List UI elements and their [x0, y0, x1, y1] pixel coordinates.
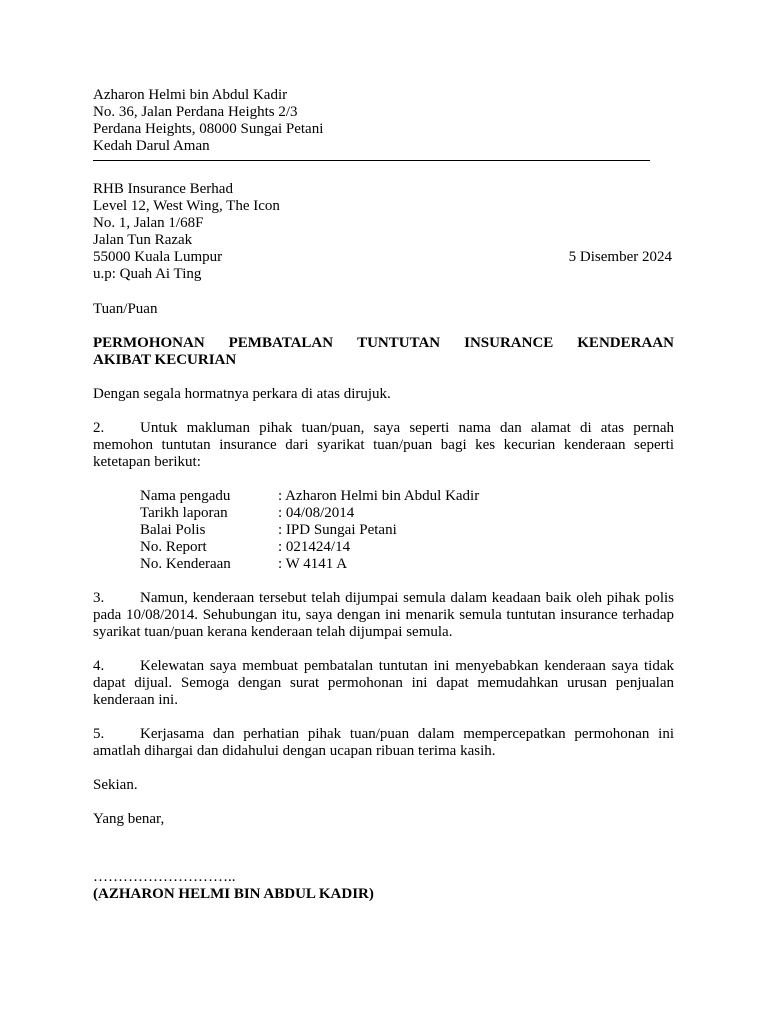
recipient-line: No. 1, Jalan 1/68F [93, 215, 204, 231]
paragraph-number: 3. [93, 590, 105, 606]
claim-details [140, 488, 674, 573]
letter-date: 5 Disember 2024 [568, 249, 672, 265]
paragraph-2 [93, 420, 674, 471]
detail-value: : 021424/14 [278, 539, 351, 555]
signature-line: ……………………….. [93, 869, 236, 885]
paragraph-5 [93, 726, 674, 760]
opening-line: Dengan segala hormatnya perkara di atas dirujuk. [93, 386, 391, 402]
header-divider [93, 160, 650, 161]
detail-label: Tarikh laporan [140, 505, 228, 521]
paragraph-text: Kerjasama dan perhatian pihak tuan/puan dalam mempercepatkan permohonan ini amatlah dihargai dan didahului dengan ucapan ribuan terima kasih. [93, 726, 674, 759]
subject [93, 335, 674, 369]
detail-value: : W 4141 A [278, 556, 348, 572]
recipient-attention: u.p: Quah Ai Ting [93, 266, 202, 282]
closing-sekian: Sekian. [93, 777, 138, 793]
detail-label: No. Report [140, 539, 207, 555]
paragraph-number: 5. [93, 726, 105, 742]
subject-word: TUNTUTAN [357, 335, 441, 351]
detail-row [140, 505, 674, 522]
paragraph-4 [93, 658, 674, 709]
paragraph-number: 4. [93, 658, 105, 674]
detail-label: Balai Polis [140, 522, 206, 538]
sender-address [93, 87, 674, 155]
paragraph-3 [93, 590, 674, 641]
recipient-address [93, 181, 674, 283]
detail-value: : 04/08/2014 [278, 505, 355, 521]
recipient-line: Jalan Tun Razak [93, 232, 193, 248]
detail-value: : IPD Sungai Petani [278, 522, 397, 538]
signatory-name: (AZHARON HELMI BIN ABDUL KADIR) [93, 886, 374, 902]
subject-line-1 [93, 335, 674, 352]
detail-row [140, 556, 674, 573]
detail-value: : Azharon Helmi bin Abdul Kadir [278, 488, 480, 504]
salutation: Tuan/Puan [93, 301, 158, 317]
sender-address-line: No. 36, Jalan Perdana Heights 2/3 [93, 104, 298, 120]
letter [93, 87, 674, 903]
detail-row [140, 488, 674, 505]
paragraph-number: 2. [93, 420, 105, 436]
subject-word: INSURANCE [464, 335, 554, 351]
recipient-date-row [93, 249, 674, 266]
subject-word: PERMOHONAN [93, 335, 205, 351]
recipient-line: 55000 Kuala Lumpur [93, 249, 223, 265]
sender-name: Azharon Helmi bin Abdul Kadir [93, 87, 288, 103]
sender-address-line: Kedah Darul Aman [93, 138, 210, 154]
subject-word: PEMBATALAN [228, 335, 334, 351]
detail-label: Nama pengadu [140, 488, 231, 504]
detail-row [140, 522, 674, 539]
detail-label: No. Kenderaan [140, 556, 231, 572]
recipient-line: RHB Insurance Berhad [93, 181, 233, 197]
sender-address-line: Perdana Heights, 08000 Sungai Petani [93, 121, 324, 137]
detail-row [140, 539, 674, 556]
subject-word: KENDERAAN [577, 335, 674, 351]
paragraph-text: Kelewatan saya membuat pembatalan tuntutan ini menyebabkan kenderaan saya tidak dapat dijual. Semoga dengan surat permohonan ini dapat memudahkan urusan penjualan kenderaan ini. [93, 658, 674, 708]
recipient-line: Level 12, West Wing, The Icon [93, 198, 280, 214]
closing-yang-benar: Yang benar, [93, 811, 165, 827]
subject-line-2: AKIBAT KECURIAN [93, 352, 237, 368]
paragraph-text: Untuk makluman pihak tuan/puan, saya seperti nama dan alamat di atas pernah memohon tuntutan insurance dari syarikat tuan/puan bagi kes kecurian kenderaan seperti ketetapan berikut: [93, 420, 674, 470]
paragraph-text: Namun, kenderaan tersebut telah dijumpai semula dalam keadaan baik oleh pihak polis pada 10/08/2014. Sehubungan itu, saya dengan ini menarik semula tuntutan insurance terhadap syarikat tuan/puan kerana kenderaan telah dijumpai semula. [93, 590, 674, 640]
